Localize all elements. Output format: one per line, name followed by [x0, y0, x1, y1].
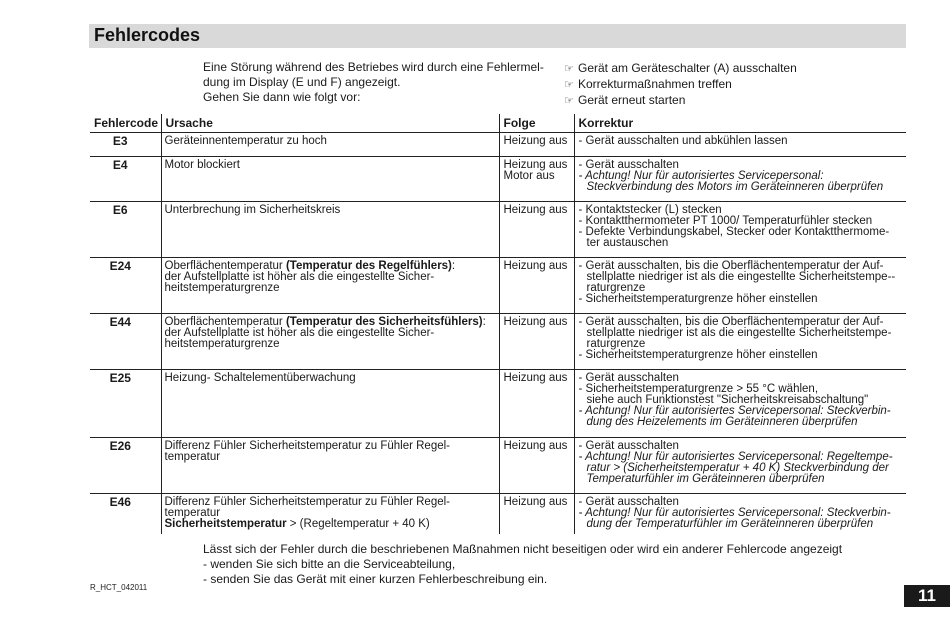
correction-line: Steckverbindung des Motors im Geräteinneren überprüfen [586, 181, 884, 193]
correction-line: dung der Temperaturfühler im Geräteinneren überprüfen [586, 518, 874, 530]
effect-line: Heizung aus [503, 316, 568, 328]
correction-line: - Achtung! Nur für autorisiertes Servicepersonal: Steckverbin- [578, 507, 891, 519]
correction-line: siehe auch Funktionstest "Sicherheitskreisabschaltung" [586, 394, 869, 406]
table-row [90, 438, 906, 494]
error-code-cell: E6 [90, 202, 161, 258]
step-label: Korrekturmaßnahmen treffen [578, 77, 732, 91]
cause-cell [161, 258, 499, 314]
correction-line: - Sicherheitstemperaturgrenze > 55 °C wählen, [578, 383, 819, 395]
header-ursache: Ursache [161, 114, 499, 133]
cause-line: temperatur [164, 451, 221, 463]
effect-line: Heizung aus [503, 440, 568, 452]
effect-line: Heizung aus [503, 135, 568, 147]
table-header-row [90, 114, 906, 133]
correction-line: - Gerät ausschalten [578, 440, 679, 452]
cause-line-part: > (Regeltemperatur + 40 K) [286, 518, 430, 530]
effect-cell [499, 370, 574, 438]
cause-line: heitstemperaturgrenze [164, 282, 280, 294]
header-fehlercode: Fehlercode [90, 114, 161, 133]
correction-line: raturgrenze [586, 338, 646, 350]
effect-cell [499, 314, 574, 370]
correction-line: - Achtung! Nur für autorisiertes Servicepersonal: [578, 170, 824, 182]
cause-line-part: Oberflächentemperatur [164, 316, 286, 328]
correction-line: - Sicherheitstemperaturgrenze höher einstellen [578, 293, 818, 305]
step-item [564, 77, 797, 93]
cause-line: der Aufstellplatte ist höher als die eingestellte Sicher- [164, 327, 435, 339]
footer-line: - wenden Sie sich bitte an die Serviceabteilung, [203, 557, 456, 571]
correction-cell [574, 258, 906, 314]
effect-cell [499, 157, 574, 202]
cause-line-part: (Temperatur des Sicherheitsfühlers) [285, 316, 483, 328]
error-code-cell: E24 [90, 258, 161, 314]
cause-line-part: Oberflächentemperatur [164, 260, 286, 272]
effect-line: Heizung aus [503, 496, 568, 508]
correction-line: - Gerät ausschalten, bis die Oberflächentemperatur der Auf- [578, 260, 884, 272]
step-item [564, 61, 797, 77]
correction-line: - Kontaktthermometer PT 1000/ Temperaturfühler stecken [578, 215, 873, 227]
correction-cell [574, 314, 906, 370]
correction-line: - Gerät ausschalten [578, 159, 679, 171]
table-row [90, 370, 906, 438]
table-body [90, 133, 906, 534]
correction-line: raturgrenze [586, 282, 646, 294]
correction-line: stellplatte niedriger ist als die eingestellte Sicherheitstempe- [586, 327, 892, 339]
header-korrektur: Korrektur [574, 114, 906, 133]
cause-line: der Aufstellplatte ist höher als die eingestellte Sicher- [164, 271, 435, 283]
error-code-table [90, 114, 906, 534]
correction-line: - Achtung! Nur für autorisiertes Servicepersonal: Steckverbin- [578, 405, 891, 417]
intro-line: Gehen Sie dann wie folgt vor: [203, 90, 361, 104]
intro-text [203, 60, 548, 105]
effect-cell [499, 133, 574, 157]
correction-cell [574, 438, 906, 494]
cause-line-part: : [451, 260, 456, 272]
cause-line: Differenz Fühler Sicherheitstemperatur zu Fühler Regel- [164, 440, 450, 452]
footer-line: - senden Sie das Gerät mit einer kurzen Fehlerbeschreibung ein. [203, 572, 548, 586]
step-label: Gerät erneut starten [578, 93, 686, 107]
cause-line: Differenz Fühler Sicherheitstemperatur zu Fühler Regel- [164, 496, 450, 508]
table-row [90, 133, 906, 157]
cause-line [165, 519, 496, 530]
page-title: Fehlercodes [94, 25, 201, 45]
effect-cell [499, 258, 574, 314]
correction-cell [574, 494, 906, 534]
cause-line: heitstemperaturgrenze [164, 338, 280, 350]
step-item [564, 93, 797, 109]
correction-cell [574, 370, 906, 438]
effect-cell [499, 202, 574, 258]
steps-list [564, 61, 797, 109]
correction-line: - Defekte Verbindungskabel, Stecker oder Kontaktthermome- [578, 226, 890, 238]
cause-cell [161, 370, 499, 438]
cause-cell [161, 438, 499, 494]
table-row [90, 202, 906, 258]
correction-cell [574, 133, 906, 157]
cause-cell [161, 133, 499, 157]
correction-line: stellplatte niedriger ist als die eingestellte Sicherheitstempe-- [586, 271, 896, 283]
error-code-cell: E26 [90, 438, 161, 494]
cause-cell [161, 314, 499, 370]
correction-line: - Kontaktstecker (L) stecken [578, 204, 722, 216]
pointing-hand-icon: ☞ [564, 95, 574, 107]
page-number: 11 [904, 585, 950, 607]
table-row [90, 157, 906, 202]
step-label: Gerät am Geräteschalter (A) ausschalten [578, 61, 797, 75]
cause-line: Heizung- Schaltelementüberwachung [164, 372, 356, 384]
effect-line: Motor aus [503, 170, 555, 182]
correction-line: - Achtung! Nur für autorisiertes Servicepersonal: Regeltempe- [578, 451, 893, 463]
correction-line: - Gerät ausschalten [578, 496, 679, 508]
title-bar [89, 24, 906, 48]
effect-cell [499, 438, 574, 494]
cause-cell [161, 157, 499, 202]
table-row [90, 258, 906, 314]
pointing-hand-icon: ☞ [564, 79, 574, 91]
intro-line: Eine Störung während des Betriebes wird durch eine Fehlermel- [203, 60, 544, 74]
effect-cell [499, 494, 574, 534]
cause-line-part: : [482, 316, 486, 328]
footer-line: Lässt sich der Fehler durch die beschriebenen Maßnahmen nicht beseitigen oder wird ein anderer Fehlercode angezeigt [203, 542, 843, 556]
pointing-hand-icon: ☞ [564, 63, 574, 75]
cause-line: Motor blockiert [164, 159, 240, 171]
cause-cell [161, 494, 499, 534]
correction-line: ter austauschen [586, 237, 669, 249]
header-folge: Folge [499, 114, 574, 133]
cause-cell [161, 202, 499, 258]
effect-line: Heizung aus [503, 204, 568, 216]
document-id: R_HCT_042011 [90, 583, 148, 592]
table-row [90, 314, 906, 370]
effect-line: Heizung aus [503, 372, 568, 384]
correction-line: - Sicherheitstemperaturgrenze höher einstellen [578, 349, 818, 361]
error-code-cell: E4 [90, 157, 161, 202]
table-row [90, 494, 906, 534]
error-code-cell: E25 [90, 370, 161, 438]
correction-line: - Gerät ausschalten [578, 372, 679, 384]
cause-line: temperatur [164, 507, 221, 519]
cause-line-part: (Temperatur des Regelfühlers) [285, 260, 452, 272]
footer-note [203, 542, 842, 587]
cause-line: Geräteinnentemperatur zu hoch [164, 135, 327, 147]
cause-line: Unterbrechung im Sicherheitskreis [164, 204, 341, 216]
correction-cell [574, 202, 906, 258]
correction-line: Temperaturfühler im Geräteinneren überprüfen [586, 473, 825, 485]
correction-line: dung des Heizelements im Geräteinneren überprüfen [586, 416, 858, 428]
effect-line: Heizung aus [503, 159, 568, 171]
cause-line-part: Sicherheitstemperatur [164, 518, 287, 530]
error-code-cell: E44 [90, 314, 161, 370]
intro-line: dung im Display (E und F) angezeigt. [203, 75, 401, 89]
correction-cell [574, 157, 906, 202]
error-code-cell: E46 [109, 495, 131, 509]
effect-line: Heizung aus [503, 260, 568, 272]
error-code-cell: E3 [90, 133, 161, 157]
correction-line: - Gerät ausschalten und abkühlen lassen [578, 135, 788, 147]
correction-line: - Gerät ausschalten, bis die Oberflächentemperatur der Auf- [578, 316, 884, 328]
correction-line: ratur > (Sicherheitstemperatur + 40 K) Steckverbindung der [586, 462, 889, 474]
